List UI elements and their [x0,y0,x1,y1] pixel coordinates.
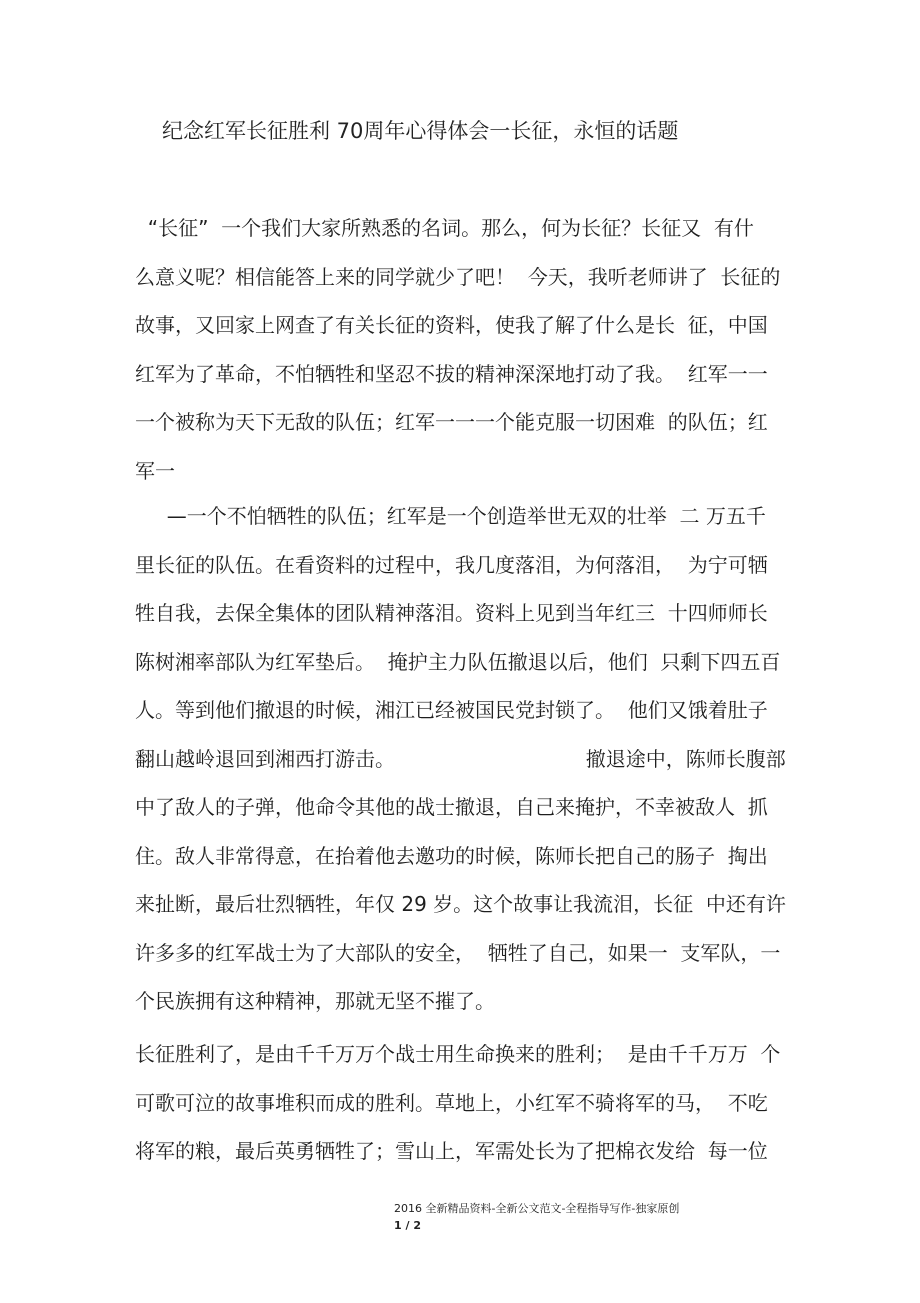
text-line: 人。等到他们撤退的时候，湘江已经被国民党封锁了。 他们又饿着肚子 [135,698,768,722]
paragraph-2 [135,492,785,1026]
text-line: 么意义呢？相信能答上来的同学就少了吧！ 今天，我听老师讲了 长征的 [135,264,781,289]
text-line: “长征” 一个我们大家所熟悉的名词。那么，何为长征？长征又 有什 [135,216,754,240]
page-number: 1 / 2 [394,1219,421,1232]
text-line: 可歌可泣的故事堆积而成的胜利。草地上，小红军不骑将军的马， 不吃 [135,1090,768,1115]
text-line: 陈树湘率部队为红军垫后。 掩护主力队伍撤退以后，他们 只剩下四五百 [135,649,781,674]
text-line: 将军的粮，最后英勇牺牲了；雪山上，军需处长为了把棉衣发给 每一位 [135,1139,768,1163]
text-line: —一个不怕牺牲的队伍；红军是一个创造举世无双的壮举 二 万五千 [135,504,766,528]
text-line: 住。敌人非常得意，在抬着他去邀功的时候，陈师长把自己的肠子 掏出 [135,843,768,868]
text-line: 军一 [135,458,175,483]
text-line: 一个被称为天下无敌的队伍；红军一一一个能克服一切困难 的队伍；红 [135,410,768,434]
document-title: 纪念红军长征胜利 70周年心得体会一长征，永恒的话题 [162,119,679,143]
footer-text: 2016 全新精品资料-全新公文范文-全程指导写作-独家原创 [394,1202,680,1215]
paragraph-3 [135,1030,785,1176]
text-line: 里长征的队伍。在看资料的过程中，我几度落泪，为何落泪， 为宁可牺 [135,552,768,577]
text-line: 个民族拥有这种精神，那就无坚不摧了。 [135,989,495,1013]
text-line: 中了敌人的子弹，他命令其他的战士撤退，自己来掩护，不幸被敌人 抓 [135,795,768,819]
text-line: 来扯断，最后壮烈牺牲，年仅 29 岁。这个故事让我流泪，长征 中还有许 [135,892,786,916]
text-line: 红军为了革命，不怕牺牲和坚忍不拔的精神深深地打动了我。 红军一一 [135,361,768,386]
text-line: 许多多的红军战士为了大部队的安全， 牺牲了自己，如果一 支军队，一 [135,940,781,965]
paragraph-1 [135,204,785,495]
text-line: 长征胜利了，是由千千万万个战士用生命换来的胜利； 是由千千万万 个 [135,1042,781,1066]
text-line: 故事，又回家上网查了有关长征的资料，使我了解了什么是长 征，中国 [135,313,768,337]
text-line: 翻山越岭退回到湘西打游击。 撤退途中，陈师长腹部 [135,746,786,771]
text-line: 牲自我，去保全集体的团队精神落泪。资料上见到当年红三 十四师师长 [135,601,768,625]
